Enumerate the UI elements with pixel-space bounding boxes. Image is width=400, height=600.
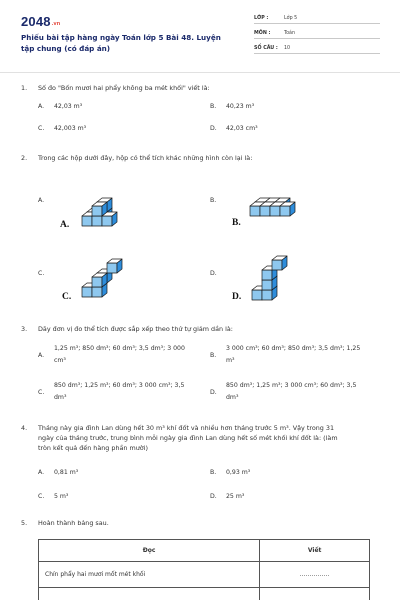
option-a[interactable]: 0,81 m³ <box>54 469 79 476</box>
question-number: 1. <box>21 84 28 92</box>
cube-figure-a[interactable] <box>80 170 142 230</box>
figure-caption-b: B. <box>232 218 241 228</box>
cube-figure-d[interactable] <box>250 242 295 302</box>
cube-front-face <box>262 280 272 290</box>
option-label: B. <box>210 103 217 110</box>
option-a[interactable]: 1,25 m³; 850 dm³; 60 dm³; 3,5 dm³; 3 000 cm³ <box>54 345 185 364</box>
option-label: B. <box>210 469 217 476</box>
option-label: D. <box>210 389 217 396</box>
cube-front-face <box>92 287 102 297</box>
table-header: Đọc <box>39 540 260 562</box>
table-cell <box>39 588 260 600</box>
cube-front-face <box>280 206 290 216</box>
figure-caption-a: A. <box>60 220 70 230</box>
cube-front-face <box>82 216 92 226</box>
option-d[interactable]: 42,03 cm³ <box>226 125 258 132</box>
question-text: Hoàn thành bảng sau. <box>38 519 109 527</box>
option-label: D. <box>210 493 217 500</box>
option-label: A. <box>38 469 45 476</box>
cube-front-face <box>92 206 102 216</box>
cube-front-face <box>270 206 280 216</box>
option-c[interactable]: 850 dm³; 1,25 m³; 60 dm³; 3 000 cm³; 3,5 dm³ <box>54 382 185 401</box>
site-logo[interactable]: 2048.vn <box>21 14 61 29</box>
meta-class: LỚP : Lớp 5 <box>254 14 380 24</box>
answer-blank[interactable] <box>260 588 370 600</box>
cube-front-face <box>252 290 262 300</box>
cube-front-face <box>92 216 102 226</box>
table-header: Viết <box>260 540 370 562</box>
cube-front-face <box>250 206 260 216</box>
option-b[interactable]: 40,23 m³ <box>226 103 255 110</box>
question-text: Trong các hộp dưới đây, hộp có thể tích khác những hình còn lại là: <box>38 154 253 162</box>
option-b[interactable]: 3 000 cm³; 60 dm³; 850 dm³; 3,5 dm³; 1,25 m³ <box>226 345 361 364</box>
header-divider <box>0 72 400 73</box>
cube-front-face <box>82 287 92 297</box>
figure-caption-d: D. <box>232 292 242 302</box>
cube-front-face <box>272 260 282 270</box>
question-text: Số đo "Bốn mươi hai phẩy không ba mét khối" viết là: <box>38 84 210 92</box>
option-label: B. <box>210 197 217 204</box>
question-number: 4. <box>21 424 28 432</box>
option-d[interactable]: 25 m³ <box>226 493 245 500</box>
cube-front-face <box>102 216 112 226</box>
cube-front-face <box>107 263 117 273</box>
option-label: B. <box>210 352 217 359</box>
cube-figure-b[interactable] <box>248 180 318 220</box>
option-label: D. <box>210 125 217 132</box>
answer-table <box>38 539 370 600</box>
option-a[interactable]: 42,03 m³ <box>54 103 83 110</box>
question-number: 2. <box>21 154 28 162</box>
cube-front-face <box>262 270 272 280</box>
table-header-row <box>39 540 370 562</box>
question-text: Tháng này gia đình Lan dùng hết 30 m³ khí đốt và nhiều hơn tháng trước 5 m³. Vậy trong 31 ngày của tháng trước, trung bình mỗi ngày gia đình Lan dùng hết số mét khối khí đốt là: (làm tròn kết quả đến hàng phần mười) <box>38 424 338 452</box>
table-cell: Chín phẩy hai mươi mốt mét khối <box>39 562 260 588</box>
page-title: Phiếu bài tập hàng ngày Toán lớp 5 Bài 48. Luyện tập chung (có đáp án) <box>21 33 221 53</box>
option-label: D. <box>210 270 217 277</box>
option-label: C. <box>38 493 45 500</box>
meta-subject: MÔN : Toán <box>254 29 380 39</box>
option-d[interactable]: 850 dm³; 1,25 m³; 3 000 cm³; 60 dm³; 3,5 dm³ <box>226 382 357 401</box>
answer-blank[interactable]: …………… <box>260 562 370 588</box>
table-row <box>39 562 370 588</box>
option-label: C. <box>38 125 45 132</box>
table-row <box>39 588 370 600</box>
question-number: 5. <box>21 519 28 527</box>
cube-figure-c[interactable] <box>80 245 125 300</box>
question-text: Dãy đơn vị đo thể tích được sắp xếp theo thứ tự giảm dần là: <box>38 325 233 333</box>
option-c[interactable]: 42,003 m³ <box>54 125 87 132</box>
meta-count: SỐ CÂU : 10 <box>254 44 380 54</box>
figure-caption-c: C. <box>62 292 72 302</box>
option-b[interactable]: 0,93 m³ <box>226 469 251 476</box>
option-c[interactable]: 5 m³ <box>54 493 69 500</box>
option-label: C. <box>38 270 45 277</box>
option-label: A. <box>38 103 45 110</box>
option-label: C. <box>38 389 45 396</box>
cube-front-face <box>262 290 272 300</box>
question-number: 3. <box>21 325 28 333</box>
cube-front-face <box>260 206 270 216</box>
option-label: A. <box>38 197 45 204</box>
cube-front-face <box>92 277 102 287</box>
option-label: A. <box>38 352 45 359</box>
